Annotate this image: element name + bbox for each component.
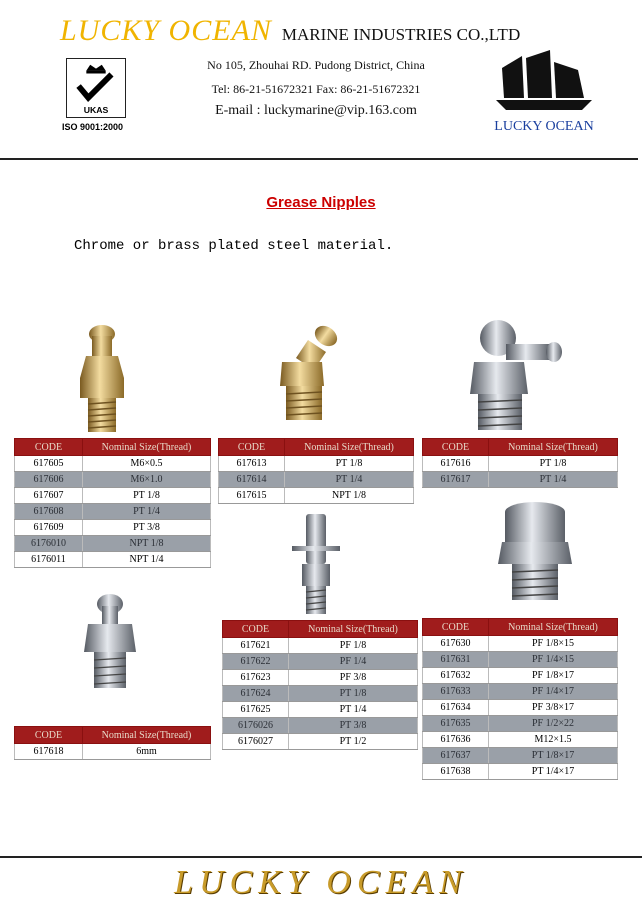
footer-brand: LUCKY OCEAN — [174, 864, 468, 901]
spec-table-5 — [222, 620, 418, 750]
col-code: CODE — [223, 621, 289, 638]
table-row: 617630 PF 1/8×15 — [423, 636, 618, 652]
spec-table-2 — [218, 438, 414, 504]
table-row: 617634 PF 3/8×17 — [423, 700, 618, 716]
brand-name: LUCKY OCEAN — [60, 14, 272, 47]
brand-line — [60, 14, 520, 48]
straight-nipple-steel-image — [80, 592, 140, 692]
table-row: 617613 PT 1/8 — [219, 456, 414, 472]
col-code: CODE — [15, 439, 83, 456]
col-size: Nominal Size(Thread) — [489, 439, 618, 456]
col-size: Nominal Size(Thread) — [289, 621, 418, 638]
description: Chrome or brass plated steel material. — [74, 238, 394, 254]
table-row: 6176010 NPT 1/8 — [15, 536, 211, 552]
table-row: 617625 PT 1/4 — [223, 702, 418, 718]
ukas-label: UKAS — [83, 105, 109, 116]
table-row: 617637 PT 1/8×17 — [423, 748, 618, 764]
straight-nipple-brass-image — [62, 322, 142, 434]
table-row: 617621 PF 1/8 — [223, 638, 418, 654]
spec-table-4 — [14, 726, 211, 760]
table-row: 6176026 PT 3/8 — [223, 718, 418, 734]
spec-table-3 — [422, 438, 618, 488]
table-row: 617608 PT 1/4 — [15, 504, 211, 520]
col-code: CODE — [423, 439, 489, 456]
table-row: 617618 6mm — [15, 744, 211, 760]
col-size: Nominal Size(Thread) — [83, 439, 211, 456]
angled-nipple-brass-image — [264, 322, 350, 422]
col-size: Nominal Size(Thread) — [285, 439, 414, 456]
ship-logo-text: LUCKY OCEAN — [494, 119, 594, 134]
address: No 105, Zhouhai RD. Pudong District, China — [207, 58, 425, 72]
table-row: 617609 PT 3/8 — [15, 520, 211, 536]
phone-fax: Tel: 86-21-51672321 Fax: 86-21-51672321 — [211, 82, 421, 96]
table-row: 617636 M12×1.5 — [423, 732, 618, 748]
company-name: MARINE INDUSTRIES CO.,LTD — [281, 25, 521, 44]
email: E-mail : luckymarine@vip.163.com — [215, 103, 417, 118]
ship-logo — [492, 48, 596, 136]
table-row: 617616 PT 1/8 — [423, 456, 618, 472]
table-row: 617632 PF 1/8×17 — [423, 668, 618, 684]
header-divider — [0, 158, 638, 160]
col-code: CODE — [423, 619, 489, 636]
col-size: Nominal Size(Thread) — [83, 727, 211, 744]
table-row: 6176011 NPT 1/4 — [15, 552, 211, 568]
angled-nipple-steel-image — [466, 316, 566, 432]
table-row: 617622 PF 1/4 — [223, 654, 418, 670]
page-header — [0, 0, 642, 160]
footer-divider — [0, 856, 642, 858]
table-row: 617633 PF 1/4×17 — [423, 684, 618, 700]
button-head-nipple-image — [494, 500, 576, 604]
iso-cert: ISO 9001:2000 — [62, 122, 124, 132]
col-size: Nominal Size(Thread) — [489, 619, 618, 636]
table-row: 617614 PT 1/4 — [219, 472, 414, 488]
pin-nipple-steel-image — [288, 510, 344, 616]
col-code: CODE — [219, 439, 285, 456]
table-row: 617617 PT 1/4 — [423, 472, 618, 488]
table-row: 617631 PF 1/4×15 — [423, 652, 618, 668]
table-row: 617605 M6×0.5 — [15, 456, 211, 472]
page-title: Grease Nipples — [266, 194, 376, 211]
spec-table-1 — [14, 438, 211, 568]
table-row: 617615 NPT 1/8 — [219, 488, 414, 504]
table-row: 617623 PF 3/8 — [223, 670, 418, 686]
spec-table-6 — [422, 618, 618, 780]
table-row: 617635 PF 1/2×22 — [423, 716, 618, 732]
table-row: 617607 PT 1/8 — [15, 488, 211, 504]
table-row: 6176027 PT 1/2 — [223, 734, 418, 750]
table-row: 617638 PT 1/4×17 — [423, 764, 618, 780]
table-row: 617624 PT 1/8 — [223, 686, 418, 702]
col-code: CODE — [15, 727, 83, 744]
table-row: 617606 M6×1.0 — [15, 472, 211, 488]
